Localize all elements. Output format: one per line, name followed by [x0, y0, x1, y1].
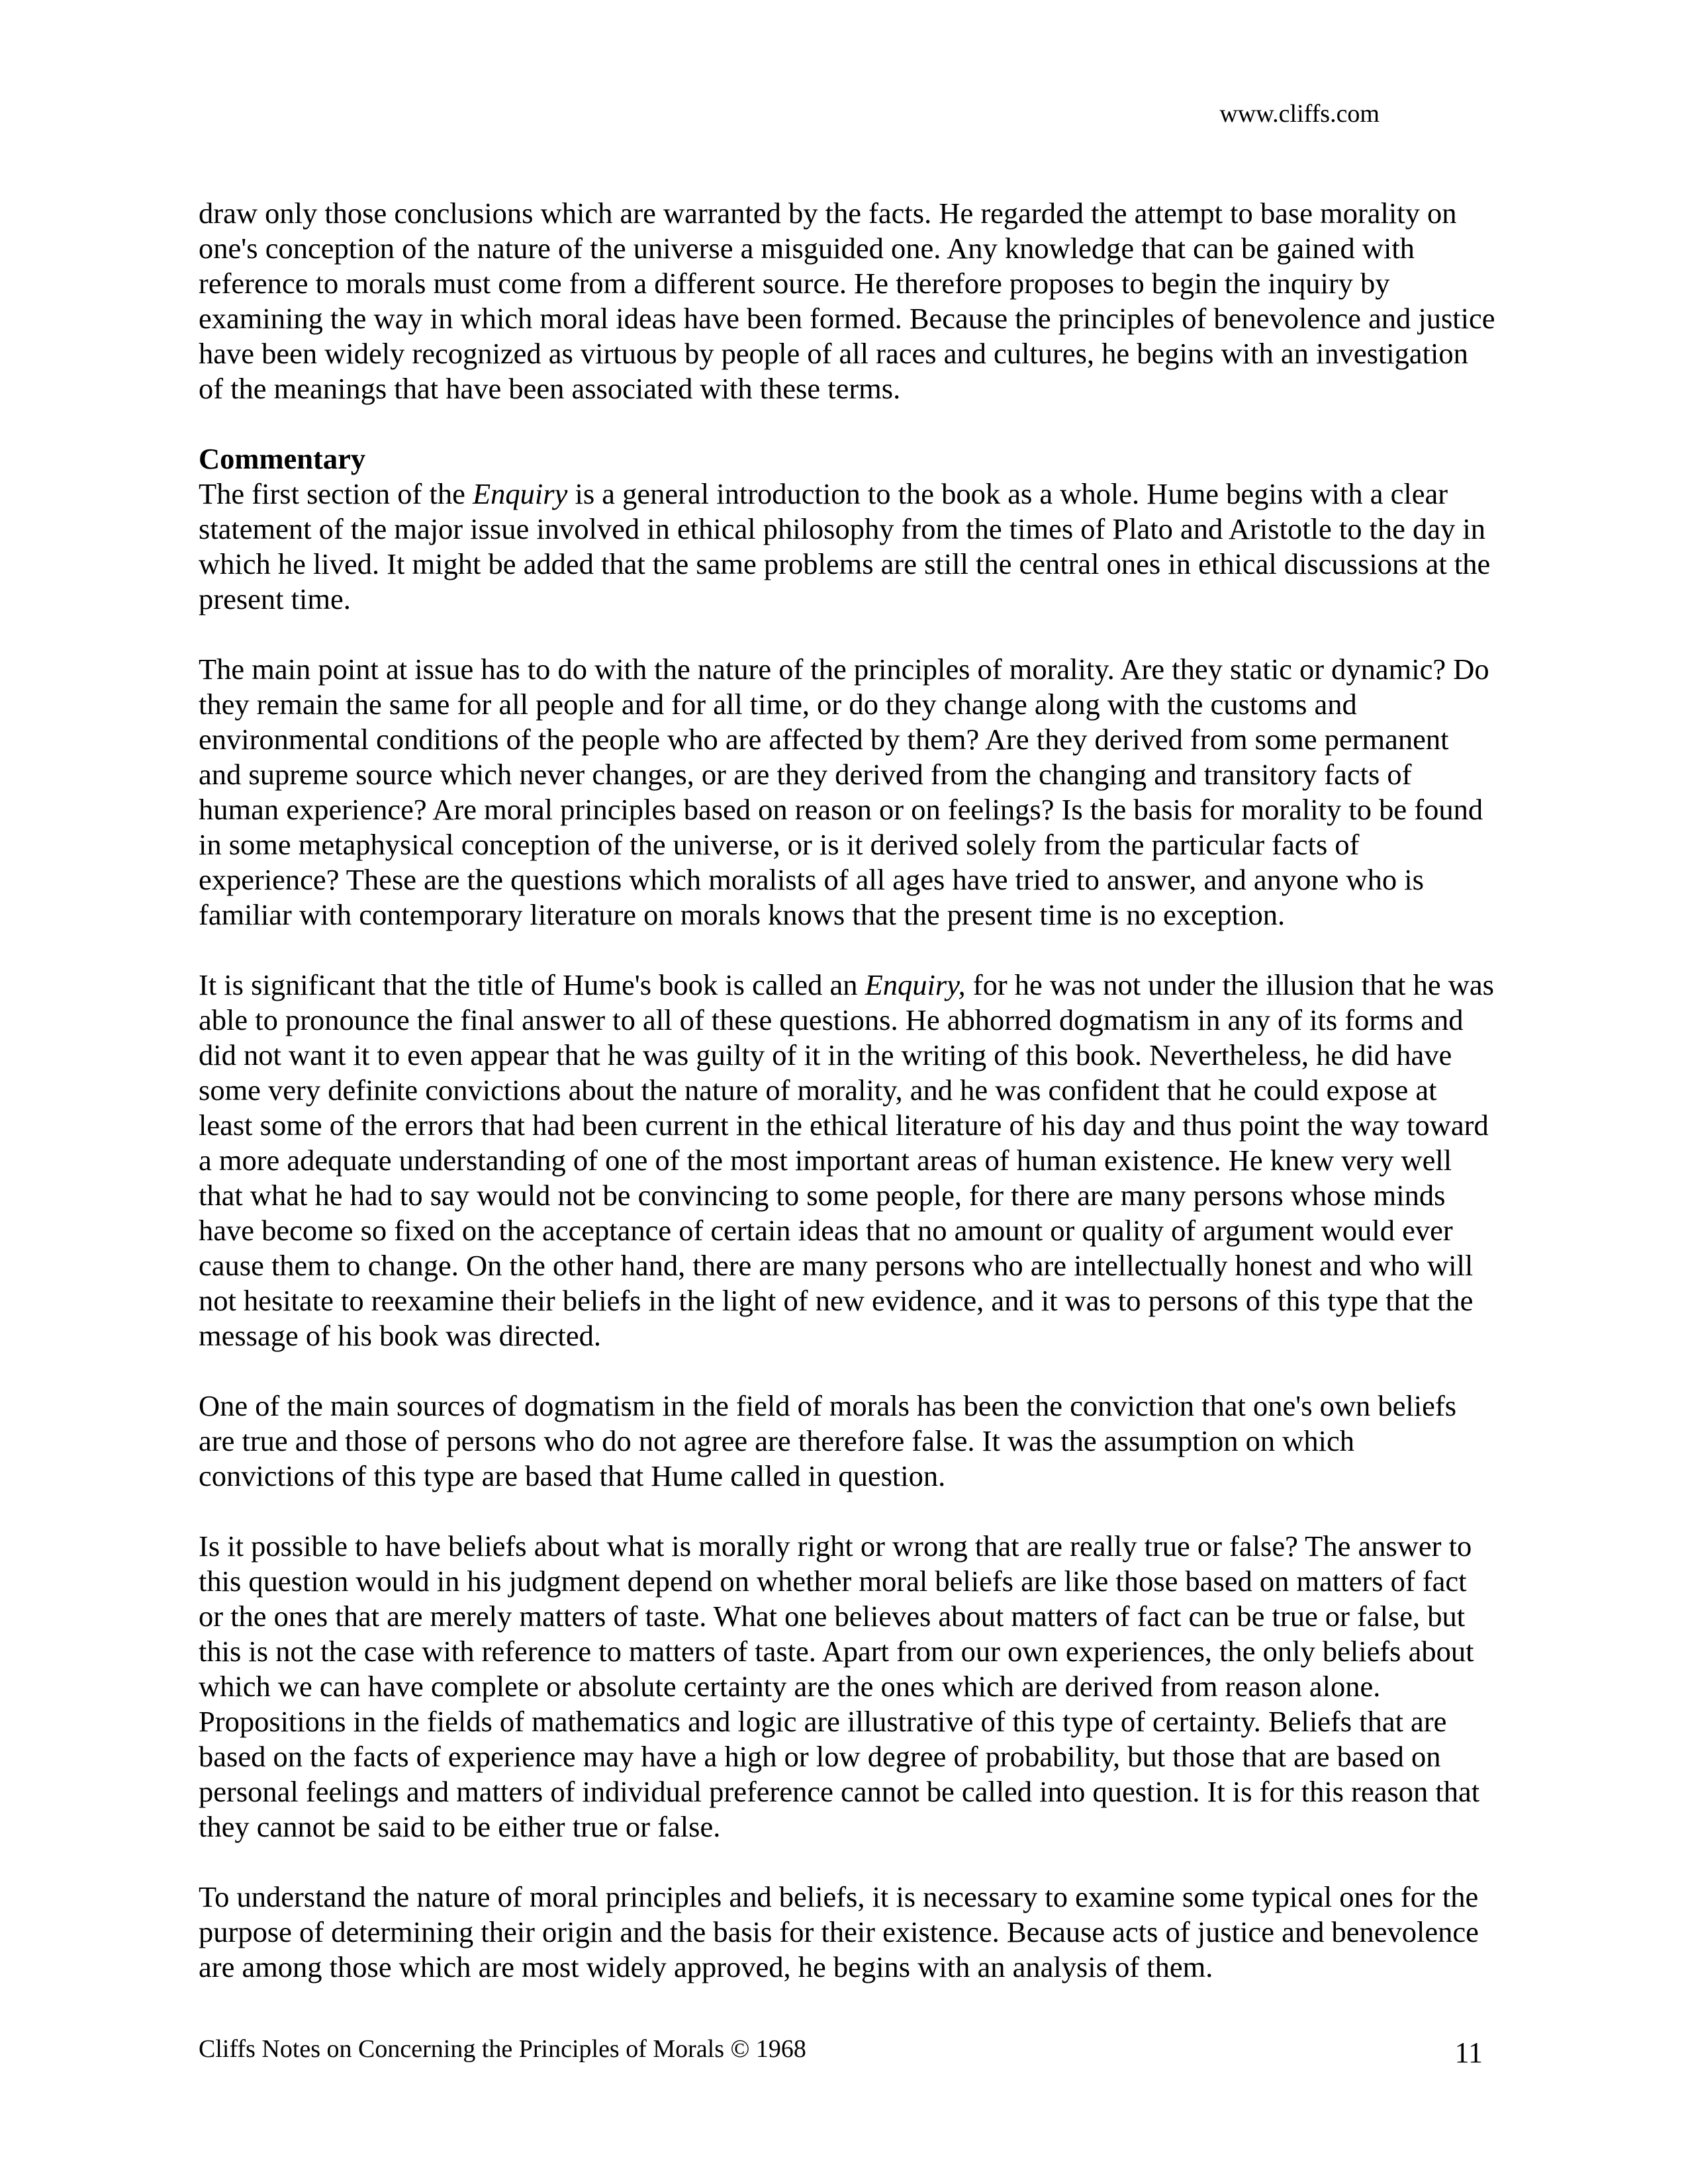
page-header-url: www.cliffs.com [1219, 100, 1380, 128]
footer-title: Cliffs Notes on Concerning the Principles of Morals © 1968 [199, 2035, 806, 2063]
emphasis-enquiry: Enquiry, [865, 968, 966, 1001]
text-span: The first section of the [199, 477, 473, 510]
paragraph-commentary-5: Is it possible to have beliefs about what is morally right or wrong that are really true or false? The answer to this question would in his judgment depend on whether moral beliefs are like those based on matters of fact or the ones that are merely matters of taste. What one believes about matters of fact can be true or false, but this is not the case with reference to matters of taste. Apart from our own experiences, the only beliefs about which we can have complete or absolute certainty are the ones which are derived from reason alone. Propositions in the fields of mathematics and logic are illustrative of this type of certainty. Beliefs that are based on the facts of experience may have a high or low degree of probability, but those that are based on personal feelings and matters of individual preference cannot be called into question. It is for this reason that they cannot be said to be either true or false. [199, 1529, 1480, 1843]
emphasis-enquiry: Enquiry [472, 477, 568, 510]
text-span: It is significant that the title of Hume's book is called an [199, 968, 865, 1001]
section-heading-commentary: Commentary [199, 442, 366, 475]
paragraph-commentary-4: One of the main sources of dogmatism in the field of morals has been the conviction that one's own beliefs are true and those of persons who do not agree are therefore false. It was the assumption on which convictions of this type are based that Hume called in question. [199, 1389, 1457, 1492]
paragraph-commentary-2: The main point at issue has to do with the nature of the principles of morality. Are they static or dynamic? Do they remain the same for all people and for all time, or do they change along with the customs and environmental conditions of the people who are affected by them? Are they derived from some permanent and supreme source which never changes, or are they derived from the changing and transitory facts of human experience? Are moral principles based on reason or on feelings? Is the basis for morality to be found in some metaphysical conception of the universe, or is it derived solely from the particular facts of experience? These are the questions which moralists of all ages have tried to answer, and anyone who is familiar with contemporary literature on morals knows that the present time is no exception. [199, 653, 1489, 931]
text-span: is a general introduction to the book as a whole. Hume begins with a clear statement of the major issue involved in ethical philosophy from the times of Plato and Aristotle to the day in which he lived. It might be added that the same problems are still the central ones in ethical discussions at the present time. [199, 477, 1491, 615]
page-content [199, 196, 1496, 2020]
paragraph-intro: draw only those conclusions which are warranted by the facts. He regarded the attempt to base morality on one's conception of the nature of the universe a misguided one. Any knowledge that can be gained with reference to morals must come from a different source. He therefore proposes to begin the inquiry by examining the way in which moral ideas have been formed. Because the principles of benevolence and justice have been widely recognized as virtuous by people of all races and cultures, he begins with an investigation of the meanings that have been associated with these terms. [199, 197, 1495, 405]
text-span: for he was not under the illusion that he was able to pronounce the final answer to all of these questions. He abhorred dogmatism in any of its forms and did not want it to even appear that he was guilty of it in the writing of this book. Nevertheless, he did have some very definite convictions about the nature of morality, and he was confident that he could expose at least some of the errors that had been current in the ethical literature of his day and thus point the way toward a more adequate understanding of one of the most important areas of human existence. He knew very well that what he had to say would not be convincing to some people, for there are many persons whose minds have become so fixed on the acceptance of certain ideas that no amount or quality of argument would ever cause them to change. On the other hand, there are many persons who are intellectually honest and who will not hesitate to reexamine their beliefs in the light of new evidence, and it was to persons of this type that the message of his book was directed. [199, 968, 1494, 1352]
paragraph-commentary-1 [199, 477, 1496, 617]
paragraph-commentary-3 [199, 968, 1496, 1353]
paragraph-commentary-6: To understand the nature of moral principles and beliefs, it is necessary to examine some typical ones for the purpose of determining their origin and the basis for their existence. Because acts of justice and benevolence are among those which are most widely approved, he begins with an analysis of them. [199, 1880, 1479, 1983]
page-number: 11 [1454, 2036, 1483, 2069]
